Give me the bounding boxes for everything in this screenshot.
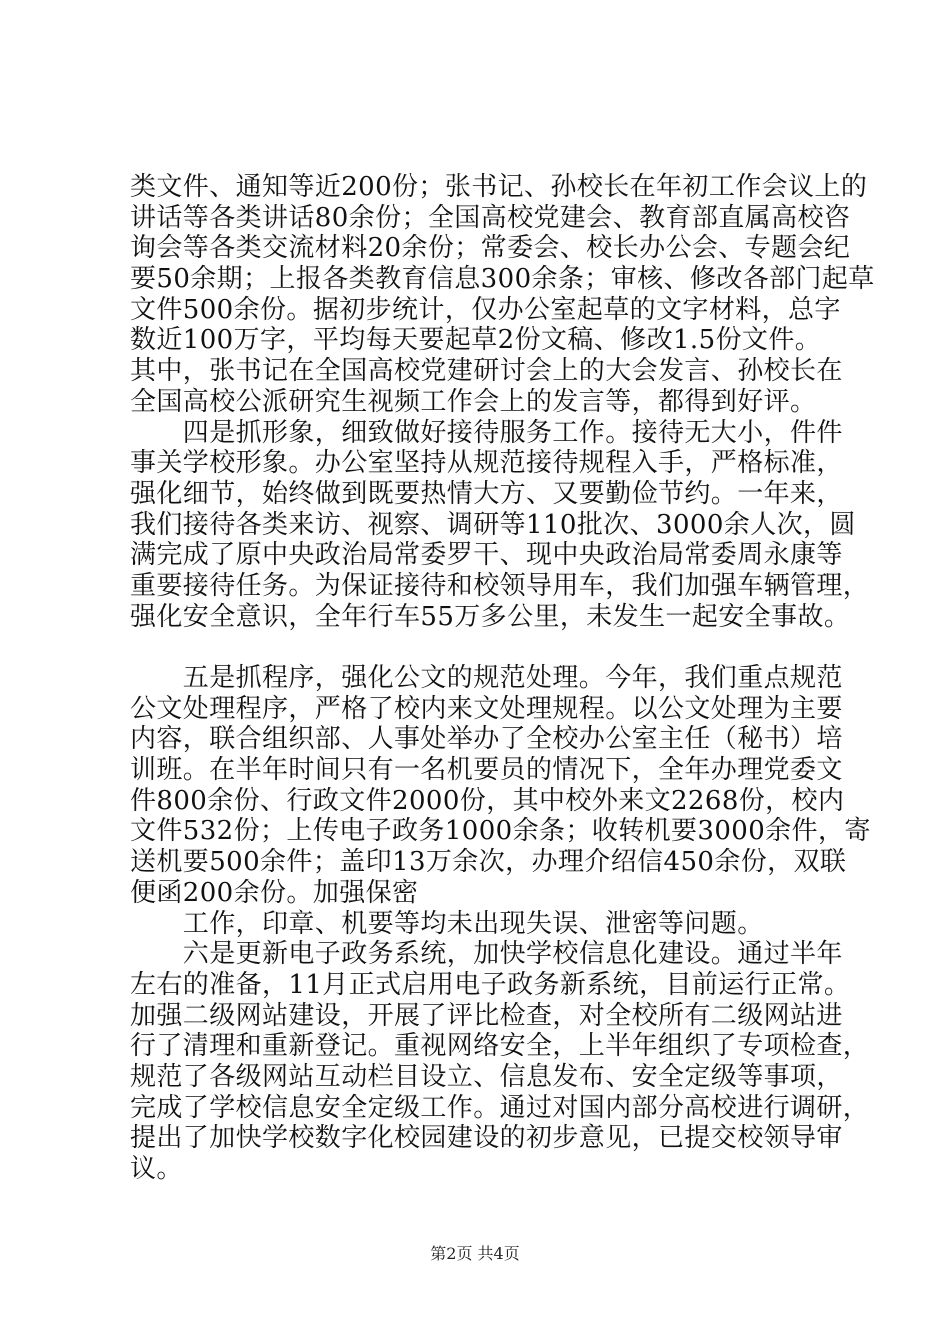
text-line: 规范了各级网站互动栏目设立、信息发布、安全定级等事项， <box>130 1061 843 1092</box>
blank-line <box>130 632 850 663</box>
text-line: 内容，联合组织部、人事处举办了全校办公室主任（秘书）培 <box>130 724 843 755</box>
text-line: 数近100万字，平均每天要起草2份文稿、修改1.5份文件。 <box>130 325 822 356</box>
text-line: 议。 <box>130 1154 183 1184</box>
text-line: 公文处理程序，严格了校内来文处理规程。以公文处理为主要 <box>130 693 843 724</box>
text-line: 加强二级网站建设，开展了评比检查，对全校所有二级网站进 <box>130 1000 843 1031</box>
text-line: 件800余份、行政文件2000份，其中校外来文2268份，校内 <box>130 785 845 816</box>
text-line: 送机要500余件；盖印13万余次，办理介绍信450余份，双联 <box>130 847 847 878</box>
text-line: 类文件、通知等近200份；张书记、孙校长在年初工作会议上的 <box>130 172 868 202</box>
text-line: 强化细节，始终做到既要热情大方、又要勤俭节约。一年来， <box>130 478 843 509</box>
paragraph-start-line: 四是抓形象，细致做好接待服务工作。接待无大小，件件 <box>130 417 843 448</box>
paragraph-start-line: 工作，印章、机要等均未出现失误、泄密等问题。 <box>130 908 764 939</box>
text-line: 询会等各类交流材料20余份；常委会、校长办公会、专题会纪 <box>130 233 851 264</box>
text-line: 文件500余份。据初步统计，仅办公室起草的文字材料，总字 <box>130 294 841 325</box>
text-line: 我们接待各类来访、视察、调研等110批次、3000余人次，圆 <box>130 509 856 540</box>
text-line: 要50余期；上报各类教育信息300余条；审核、修改各部门起草 <box>130 264 875 295</box>
text-line: 强化安全意识，全年行车55万多公里，未发生一起安全事故。 <box>130 601 851 632</box>
text-line: 左右的准备，11月正式启用电子政务新系统，目前运行正常。 <box>130 969 851 1000</box>
paragraph-start-line: 六是更新电子政务系统，加快学校信息化建设。通过半年 <box>130 939 843 970</box>
text-line: 其中，张书记在全国高校党建研讨会上的大会发言、孙校长在 <box>130 356 843 387</box>
text-line: 行了清理和重新登记。重视网络安全，上半年组织了专项检查， <box>130 1031 870 1062</box>
text-line: 满完成了原中央政治局常委罗干、现中央政治局常委周永康等 <box>130 540 843 571</box>
text-line: 重要接待任务。为保证接待和校领导用车，我们加强车辆管理， <box>130 570 870 601</box>
text-line: 全国高校公派研究生视频工作会上的发言等，都得到好评。 <box>130 386 817 417</box>
text-line: 便函200余份。加强保密 <box>130 877 419 908</box>
paragraph-start-line: 五是抓程序，强化公文的规范处理。今年，我们重点规范 <box>130 663 843 693</box>
text-line: 事关学校形象。办公室坚持从规范接待规程入手，严格标准， <box>130 448 843 479</box>
text-line: 讲话等各类讲话80余份；全国高校党建会、教育部直属高校咨 <box>130 202 851 233</box>
page-number-footer: 第2页 共4页 <box>430 1244 520 1263</box>
text-line: 提出了加快学校数字化校园建设的初步意见，已提交校领导审 <box>130 1123 843 1154</box>
document-body <box>130 172 875 1185</box>
text-line: 完成了学校信息安全定级工作。通过对国内部分高校进行调研， <box>130 1092 870 1123</box>
text-line: 文件532份；上传电子政务1000余条；收转机要3000余件，寄 <box>130 816 871 847</box>
text-line: 训班。在半年时间只有一名机要员的情况下，全年办理党委文 <box>130 755 843 786</box>
